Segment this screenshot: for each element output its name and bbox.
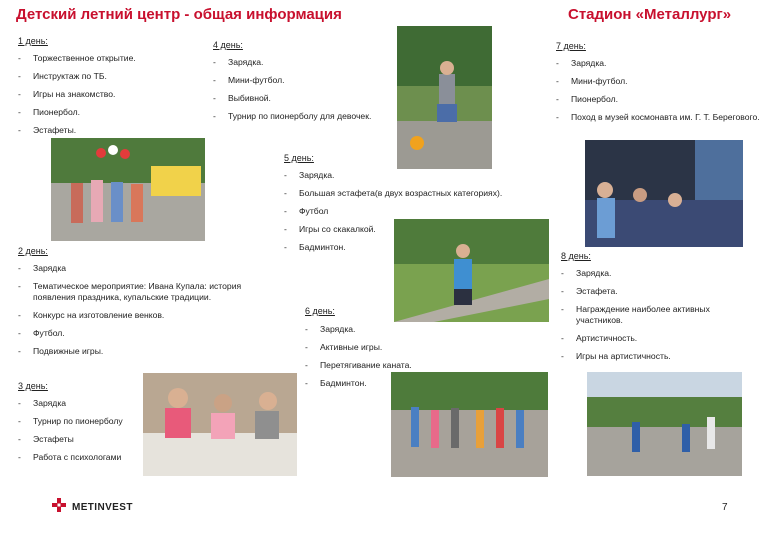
photo-kids-table [143,373,297,476]
list-item: - Эстафеты. [18,125,203,136]
list-item: - Пионербол. [556,94,770,105]
logo-text: METINVEST [72,502,133,513]
list-item: - Большая эстафета(в двух возрастных категориях). [284,188,509,199]
list-item: - Бадминтон. [305,378,505,389]
day1-list [18,53,203,143]
list-item: - Артистичность. [561,333,741,344]
day3-list [18,398,148,470]
day7-list [556,58,770,130]
metinvest-logo-icon [52,498,66,517]
footer-logo [52,498,133,517]
list-item: - Футбол [284,206,509,217]
list-item: - Бадминтон. [284,242,509,253]
list-item: - Конкурс на изготовление венков. [18,310,243,321]
day4-list [213,57,398,129]
day6-heading: 6 день: [305,306,335,316]
list-item: - Зарядка. [284,170,509,181]
list-item: - Подвижные игры. [18,346,243,357]
list-item: - Перетягивание каната. [305,360,505,371]
list-item: - Мини-футбол. [213,75,398,86]
list-item: - Поход в музей космонавта им. Г. Т. Берегового. [556,112,770,123]
venue-title: Стадион «Металлург» [568,6,732,23]
photo-park-games [587,372,742,476]
day2-list [18,263,243,364]
day7-heading: 7 день: [556,41,586,51]
photo-boy-football [397,26,492,169]
list-item: - Торжественное открытие. [18,53,203,64]
list-item: - Эстафета. [561,286,741,297]
list-item: - Пионербол. [18,107,203,118]
day1-heading: 1 день: [18,36,48,46]
list-item: - Игры со скакалкой. [284,224,509,235]
list-item: - Эстафеты [18,434,148,445]
list-item: - Работа с психологами [18,452,148,463]
list-item: - Зарядка. [561,268,741,279]
list-item: - Зарядка [18,263,243,274]
list-item: - Выбивной. [213,93,398,104]
photo-museum [585,140,743,247]
list-item: - Игры на артистичность. [561,351,741,362]
list-item: - Мини-футбол. [556,76,770,87]
photo-boy-running [394,219,549,322]
page-title: Детский летний центр - общая информация [16,6,342,23]
day2-heading: 2 день: [18,246,48,256]
list-item: - Тематическое мероприятие: Ивана Купала: история появления праздника, купальские традиции. [18,281,243,303]
day3-heading: 3 день: [18,381,48,391]
day5-heading: 5 день: [284,153,314,163]
list-item: - Зарядка. [305,324,505,335]
list-item: - Зарядка [18,398,148,409]
list-item: - Игры на знакомство. [18,89,203,100]
list-item: - Футбол. [18,328,243,339]
list-item: - Инструктаж по ТБ. [18,71,203,82]
list-item: - Турнир по пионерболу для девочек. [213,111,398,122]
list-item: - Турнир по пионерболу [18,416,148,427]
day8-heading: 8 день: [561,251,591,261]
photo-group-balloons [51,138,205,241]
day8-list [561,268,741,369]
list-item: - Активные игры. [305,342,505,353]
list-item: - Зарядка. [556,58,770,69]
day4-heading: 4 день: [213,40,243,50]
photo-tug-of-war [391,372,548,477]
list-item: - Награждение наиболее активных участников. [561,304,741,326]
list-item: - Зарядка. [213,57,398,68]
page-number: 7 [722,502,728,513]
